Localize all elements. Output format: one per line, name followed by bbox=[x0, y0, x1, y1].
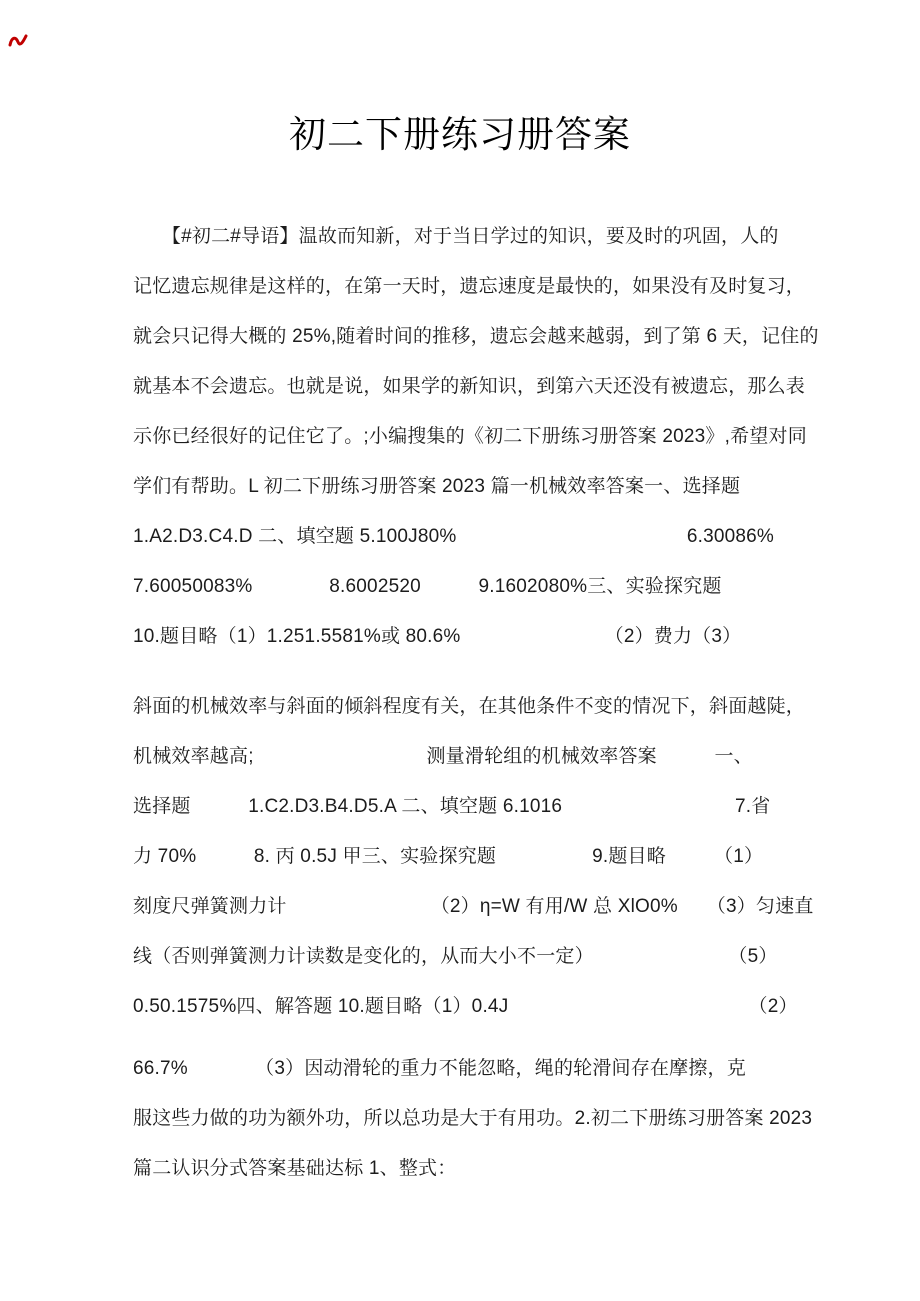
text-line: 就会只记得大概的 25%,随着时间的推移，遗忘会越来越弱，到了第 6 天，记住的 bbox=[133, 326, 819, 347]
text-line: 就基本不会遗忘。也就是说，如果学的新知识，到第六天还没有被遗忘，那么表 bbox=[133, 376, 806, 397]
text-line: 1.A2.D3.C4.D 二、填空题 5.100J80% 6.30086% bbox=[133, 526, 775, 547]
text-line: 斜面的机械效率与斜面的倾斜程度有关，在其他条件不变的情况下，斜面越陡， bbox=[133, 696, 806, 717]
text-line: 【#初二#导语】温故而知新，对于当日学过的知识，要及时的巩固，人的 bbox=[133, 226, 779, 247]
text-line: 0.50.1575%四、解答题 10.题目略（1）0.4J （2） bbox=[133, 996, 798, 1017]
text-line: 10.题目略（1）1.251.5581%或 80.6% （2）费力（3） bbox=[133, 626, 742, 647]
text-line: 示你已经很好的记住它了。;小编搜集的《初二下册练习册答案 2023》,希望对同 bbox=[133, 426, 807, 447]
text-line: 篇二认识分式答案基础达标 1、整式： bbox=[133, 1158, 457, 1179]
text-line: 机械效率越高; 测量滑轮组的机械效率答案 一、 bbox=[133, 746, 753, 767]
text-line: 学们有帮助。L 初二下册练习册答案 2023 篇一机械效率答案一、选择题 bbox=[133, 476, 741, 497]
text-line: 线（否则弹簧测力计读数是变化的，从而大小不一定） （5） bbox=[133, 946, 778, 967]
text-line: 服这些力做的功为额外功，所以总功是大于有用功。2.初二下册练习册答案 2023 bbox=[133, 1108, 813, 1129]
text-line: 记忆遗忘规律是这样的，在第一天时，遗忘速度是最快的，如果没有及时复习， bbox=[133, 276, 806, 297]
paragraph-3 bbox=[133, 1044, 813, 1194]
paragraph-2 bbox=[133, 682, 814, 1032]
document-body bbox=[0, 212, 920, 1194]
text-line: 选择题 1.C2.D3.B4.D5.A 二、填空题 6.1016 7.省 bbox=[133, 796, 771, 817]
text-line: 66.7% （3）因动滑轮的重力不能忽略，绳的轮滑间存在摩擦，克 bbox=[133, 1058, 746, 1079]
text-line: 力 70% 8. 丙 0.5J 甲三、实验探究题 9.题目略 （1） bbox=[133, 846, 764, 867]
page-title: 初二下册练习册答案 bbox=[289, 115, 631, 156]
text-line: 刻度尺弹簧测力计 （2）η=W 有用/W 总 XlO0% （3）匀速直 bbox=[133, 896, 814, 917]
red-scribble-mark bbox=[8, 33, 28, 49]
paragraph-1 bbox=[133, 212, 819, 662]
text-line: 7.60050083% 8.6002520 9.1602080%三、实验探究题 bbox=[133, 576, 722, 597]
